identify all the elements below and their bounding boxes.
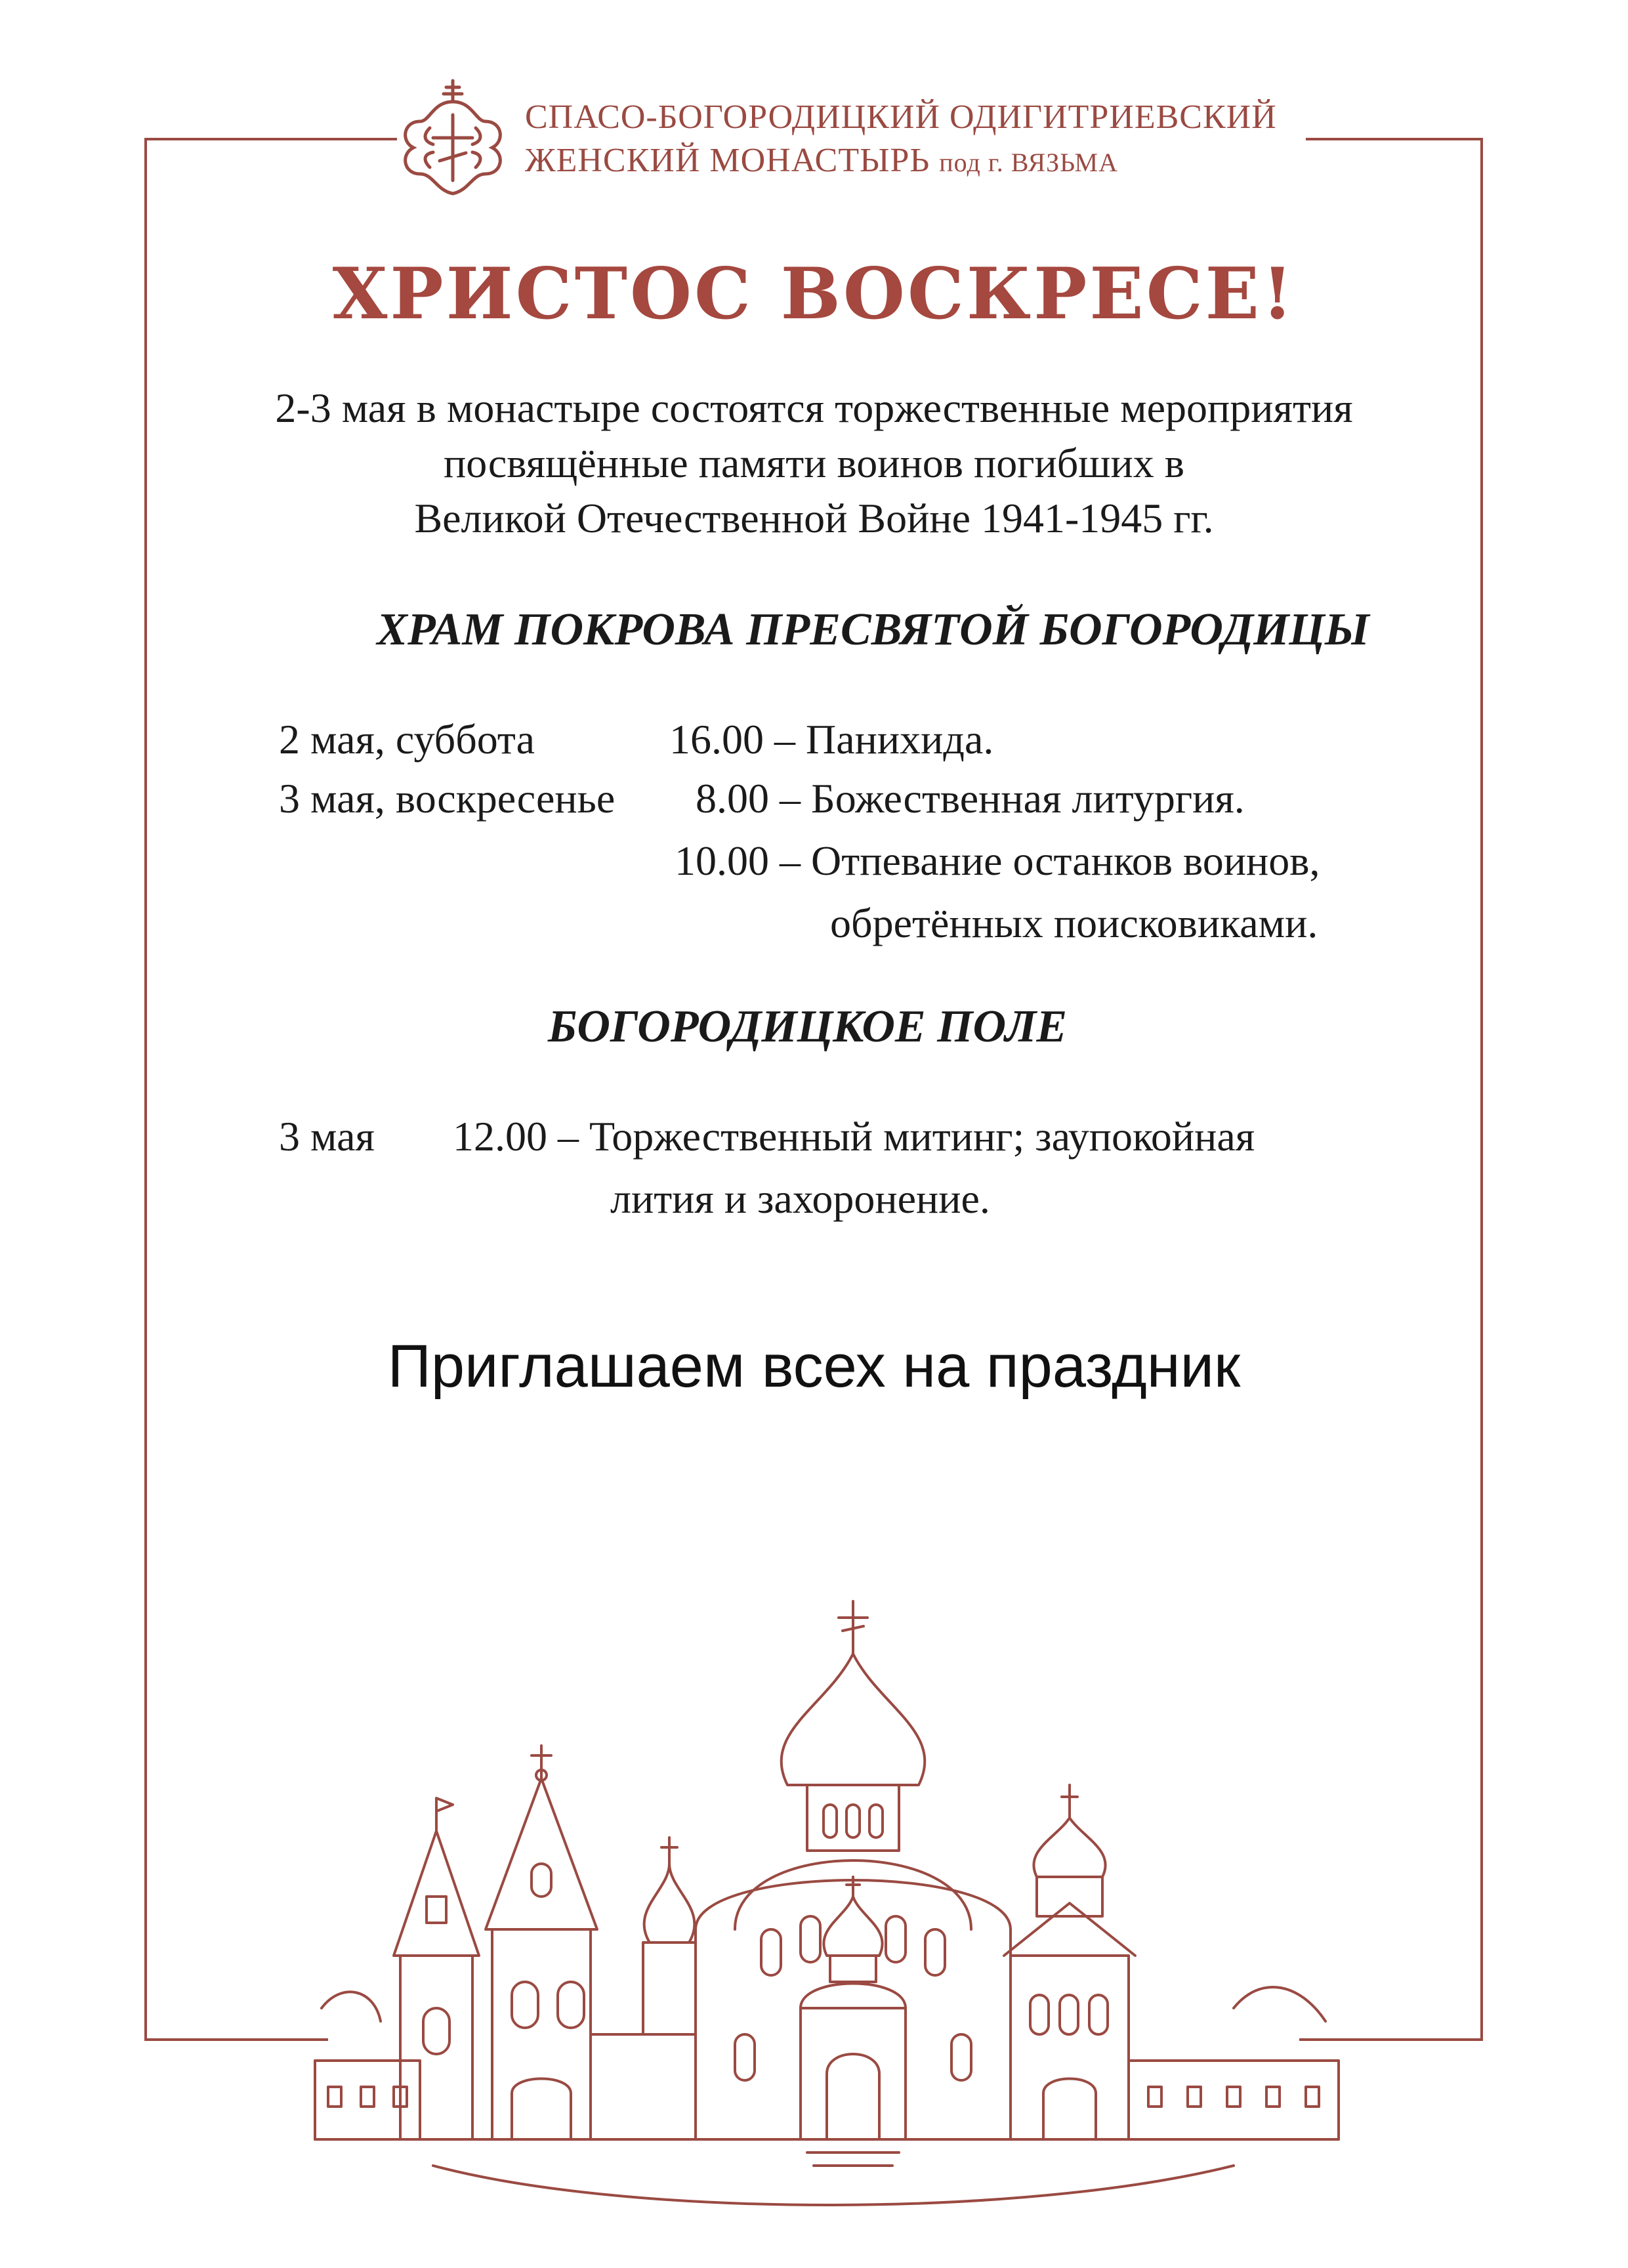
intro-paragraph — [0, 381, 1628, 546]
section-title-church: ХРАМ ПОКРОВА ПРЕСВЯТОЙ БОГОРОДИЦЫ — [377, 604, 1369, 655]
schedule-time-continuation: лития и захоронение. — [610, 1175, 990, 1222]
invitation-text: Приглашаем всех на праздник — [387, 1333, 1241, 1400]
header-line-2 — [525, 141, 1118, 180]
schedule-time: 10.00 – Отпевание останков воинов, — [675, 837, 1320, 884]
schedule-day: 3 мая — [279, 1113, 375, 1160]
monastery-header — [394, 75, 1312, 200]
frame-top-right — [1306, 138, 1483, 140]
header-line-2-small: под г. ВЯЗЬМА — [939, 148, 1118, 177]
schedule-day: 3 мая, воскресенье — [279, 775, 616, 822]
frame-top-left — [144, 138, 397, 140]
header-line-1: СПАСО-БОГОРОДИЦКИЙ ОДИГИТРИЕВСКИЙ — [525, 98, 1277, 136]
easter-greeting: ХРИСТОС ВОСКРЕСЕ! — [332, 253, 1296, 335]
intro-line-1: 2-3 мая в монастыре состоятся торжественные мероприятия — [275, 385, 1353, 431]
schedule-time-continuation: обретённых поисковиками. — [830, 900, 1318, 946]
frame-bottom-left — [144, 2038, 328, 2041]
schedule-time: 16.00 – Панихида. — [669, 716, 994, 763]
cross-emblem-icon — [394, 75, 512, 200]
header-line-2-main: ЖЕНСКИЙ МОНАСТЫРЬ — [525, 142, 930, 179]
schedule-time: 12.00 – Торжественный митинг; заупокойная — [453, 1113, 1255, 1160]
intro-line-2: посвящённые памяти воинов погибших в — [443, 440, 1185, 486]
schedule-time: 8.00 – Божественная литургия. — [696, 775, 1245, 822]
intro-line-3: Великой Отечественной Войне 1941-1945 гг. — [414, 495, 1214, 541]
section-title-field: БОГОРОДИЦКОЕ ПОЛЕ — [547, 1001, 1068, 1052]
schedule-day: 2 мая, суббота — [279, 716, 535, 763]
monastery-drawing-icon — [302, 1588, 1352, 2231]
